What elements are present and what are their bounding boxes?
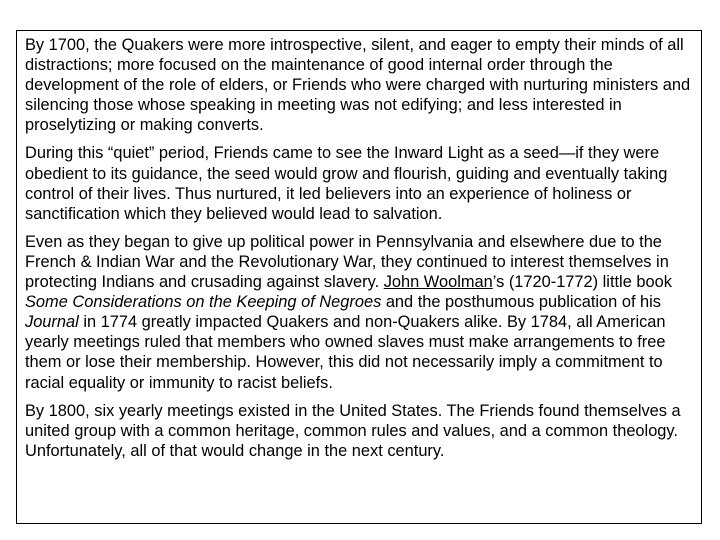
paragraph-3-text-3: and the posthumous publication of his (381, 293, 662, 312)
book-title: Some Considerations on the Keeping of Negroes (25, 293, 382, 312)
paragraph-3-text-1: Even as they began to give up political power in Pennsylvania and elsewhere due to the French & Indian War and the Revolutionary War, they continued to interest themselves in protecting Indians and crusading against slavery. (25, 232, 669, 292)
john-woolman-link[interactable]: John Woolman (383, 273, 493, 292)
journal-title: Journal (25, 313, 79, 332)
paragraph-3 (25, 232, 693, 393)
paragraph-1: By 1700, the Quakers were more introspective, silent, and eager to empty their minds of all distractions; more focused on the maintenance of good internal order through the development of the role of elders, or Friends who were charged with nurturing ministers and silencing those whose speaking in meeting was not edifying; and less interested in proselytizing or making converts. (25, 36, 691, 135)
paragraph-3-text-2: ’s (1720-1772) little book (492, 273, 672, 292)
text-box (16, 30, 702, 524)
paragraph-3-text-4: in 1774 greatly impacted Quakers and non-Quakers alike. By 1784, all American yearly meetings ruled that members who owned slaves must make arrangements to free them or lose their membership. However, this did not necessarily imply a commitment to racial equality or immunity to racist beliefs. (25, 313, 666, 392)
paragraph-2: During this “quiet” period, Friends came to see the Inward Light as a seed—if they were obedient to its guidance, the seed would grow and flourish, guiding and eventually taking control of their lives. Thus nurtured, it led believers into an experience of holiness or sanctification which they believed would lead to salvation. (25, 144, 668, 223)
paragraph-4: By 1800, six yearly meetings existed in the United States. The Friends found themselves a united group with a common heritage, common rules and values, and a common theology. Unfortunately, all of that would change in the next century. (25, 401, 681, 460)
